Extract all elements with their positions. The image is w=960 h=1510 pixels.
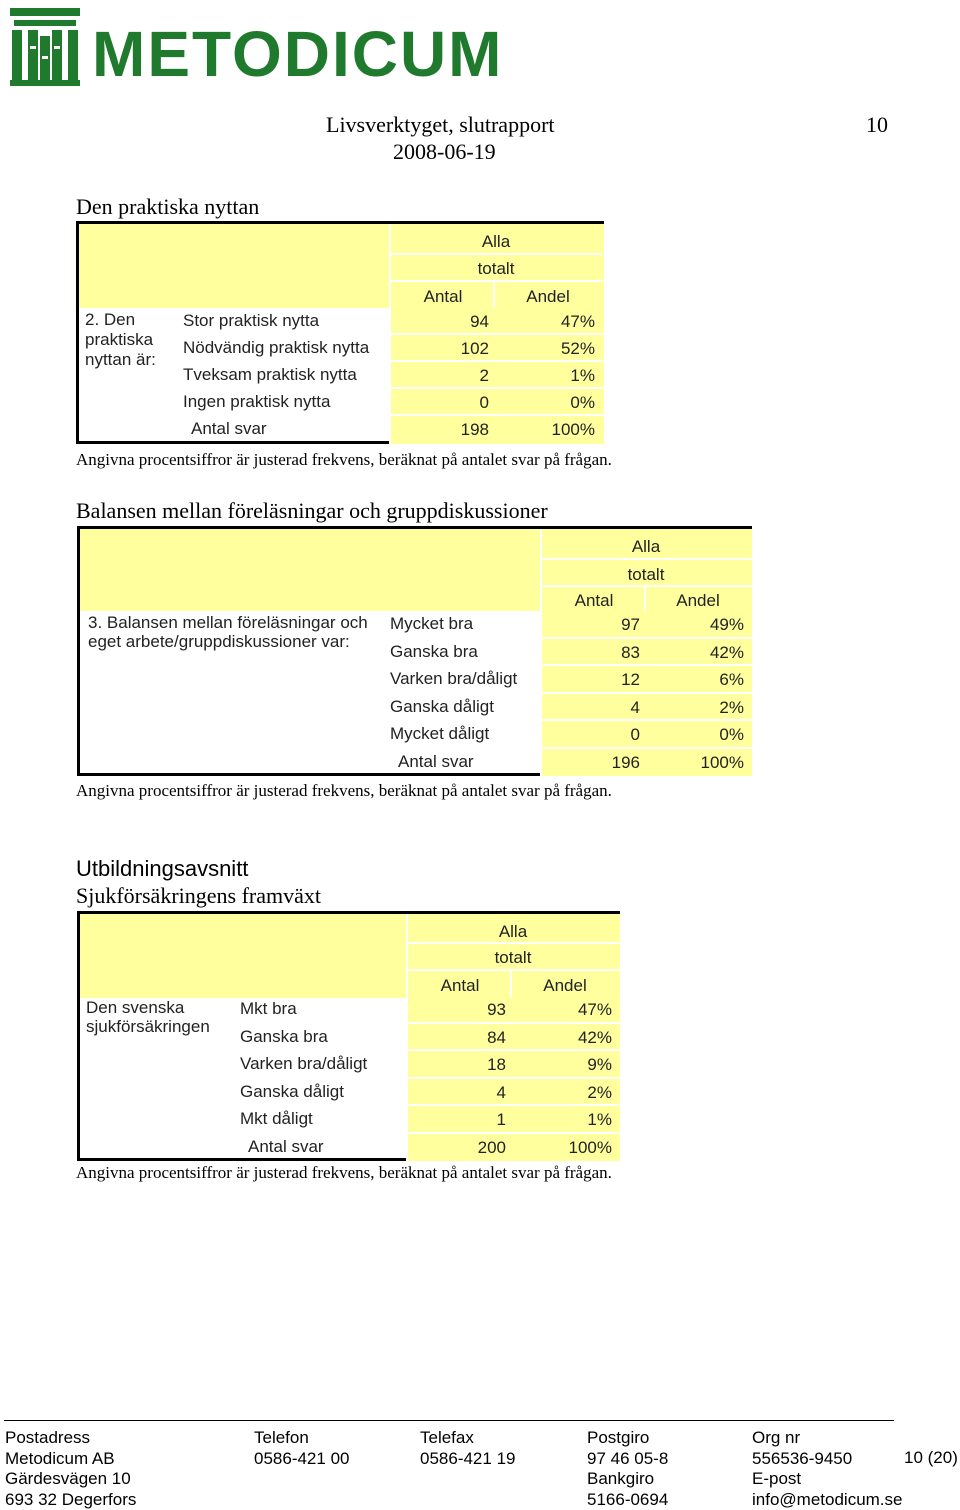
cell-andel: 100% — [551, 420, 595, 439]
cell-antal: 102 — [460, 339, 489, 358]
cell-andel: 47% — [577, 1000, 612, 1019]
col-header-antal: Antal — [574, 591, 614, 610]
col-header-andel: Andel — [676, 591, 720, 610]
footer-label: Org nr — [752, 1428, 801, 1447]
cell-antal: 84 — [487, 1027, 506, 1047]
footer-value: 693 32 Degerfors — [5, 1489, 137, 1509]
cell-antal: 97 — [621, 615, 640, 634]
row-label: Ganska bra — [240, 1026, 328, 1046]
col-header-antal: Antal — [423, 287, 463, 306]
cell-antal: 93 — [487, 1000, 506, 1019]
data-table — [77, 526, 752, 776]
page-of: 10 (20) — [904, 1448, 958, 1467]
row-label: Mycket dåligt — [390, 724, 490, 743]
row-label: Ganska dåligt — [390, 696, 494, 716]
cell-andel: 42% — [709, 642, 744, 662]
footer-value: 5166-0694 — [587, 1489, 669, 1509]
cell-andel: 2% — [587, 1082, 612, 1102]
cell-andel: 1% — [587, 1110, 612, 1129]
cell-andel: 0% — [570, 393, 595, 412]
footer-label: Telefax — [420, 1428, 474, 1447]
page-number: 10 — [866, 112, 888, 137]
table-note: Angivna procentsiffror är justerad frekvens, beräknat på antalet svar på frågan. — [76, 781, 612, 800]
cell-andel: 52% — [560, 339, 595, 358]
footer-value: 0586-421 19 — [420, 1448, 516, 1468]
row-label: Stor praktisk nytta — [183, 311, 320, 330]
cell-antal: 196 — [611, 752, 640, 772]
col-group-label: totalt — [627, 565, 665, 584]
question-label: 3. Balansen mellan föreläsningar och eget arbete/gruppdiskussioner var: — [88, 613, 368, 651]
cell-antal: 94 — [470, 312, 489, 331]
cell-andel: 2% — [719, 697, 744, 717]
report-date: 2008-06-19 — [393, 139, 496, 164]
cell-antal: 0 — [630, 725, 640, 744]
cell-antal: 12 — [621, 670, 640, 689]
cell-andel: 0% — [719, 725, 744, 744]
cell-antal: 198 — [460, 420, 489, 439]
cell-andel: 42% — [577, 1027, 612, 1047]
question-label: 2. Den praktiska nyttan är: — [85, 310, 156, 369]
cell-andel: 6% — [719, 670, 744, 689]
table-note: Angivna procentsiffror är justerad frekvens, beräknat på antalet svar på frågan. — [76, 450, 612, 469]
footer-value: E-post — [752, 1469, 802, 1488]
cell-andel: 47% — [560, 312, 595, 331]
footer-label: Postgiro — [587, 1428, 650, 1447]
cell-andel: 49% — [709, 615, 744, 634]
cell-andel: 1% — [570, 366, 595, 385]
col-group-label: totalt — [494, 948, 532, 967]
col-header-andel: Andel — [543, 976, 587, 995]
footer-value: Metodicum AB — [5, 1448, 115, 1468]
footer-value: 0586-421 00 — [254, 1448, 350, 1468]
col-group-label: Alla — [481, 232, 511, 251]
row-label: Mkt bra — [240, 999, 297, 1018]
row-label: Nödvändig praktisk nytta — [183, 338, 370, 357]
footer-value: 556536-9450 — [752, 1448, 853, 1468]
row-label: Varken bra/dåligt — [240, 1054, 368, 1073]
col-header-antal: Antal — [440, 976, 480, 995]
footer-value: Bankgiro — [587, 1469, 655, 1488]
report-title: Livsverktyget, slutrapport — [326, 112, 555, 137]
logo-wordmark: METODICUM — [92, 18, 504, 90]
footer-label: Postadress — [5, 1428, 91, 1447]
cell-antal: 4 — [630, 697, 640, 717]
row-label: Varken bra/dåligt — [390, 669, 518, 688]
cell-antal: 2 — [479, 366, 489, 385]
row-label: Antal svar — [191, 419, 267, 438]
row-label: Ingen praktisk nytta — [183, 392, 331, 411]
cell-antal: 200 — [477, 1137, 506, 1157]
footer-value: 97 46 05-8 — [587, 1448, 669, 1468]
cell-antal: 83 — [621, 642, 640, 662]
footer-value[interactable]: info@metodicum.se — [752, 1489, 903, 1509]
section-title: Balansen mellan föreläsningar och gruppdiskussioner — [76, 498, 548, 523]
row-label: Ganska dåligt — [240, 1081, 344, 1101]
row-label: Antal svar — [398, 751, 474, 771]
section-heading: Utbildningsavsnitt — [76, 856, 249, 881]
footer-divider — [4, 1420, 894, 1421]
col-header-andel: Andel — [526, 287, 570, 306]
logo-icon — [8, 6, 82, 86]
row-label: Mycket bra — [390, 614, 474, 633]
footer-value: Gärdesvägen 10 — [5, 1469, 131, 1488]
row-label: Mkt dåligt — [240, 1109, 313, 1128]
data-table — [77, 911, 620, 1161]
row-label: Antal svar — [248, 1136, 324, 1156]
cell-antal: 1 — [496, 1110, 506, 1129]
col-group-label: totalt — [477, 259, 515, 278]
col-group-label: Alla — [631, 537, 661, 556]
cell-andel: 100% — [568, 1137, 612, 1157]
section-title: Sjukförsäkringens framväxt — [76, 883, 321, 908]
section-title: Den praktiska nyttan — [76, 194, 260, 219]
row-label: Ganska bra — [390, 641, 478, 661]
cell-andel: 100% — [700, 752, 744, 772]
footer-label: Telefon — [254, 1428, 309, 1447]
question-label: Den svenska sjukförsäkringen — [86, 998, 210, 1036]
cell-andel: 9% — [587, 1055, 612, 1074]
cell-antal: 4 — [496, 1082, 506, 1102]
data-table — [76, 221, 604, 444]
col-group-label: Alla — [498, 922, 528, 941]
cell-antal: 18 — [487, 1055, 506, 1074]
cell-antal: 0 — [479, 393, 489, 412]
row-label: Tveksam praktisk nytta — [183, 365, 357, 384]
table-note: Angivna procentsiffror är justerad frekvens, beräknat på antalet svar på frågan. — [76, 1163, 612, 1182]
